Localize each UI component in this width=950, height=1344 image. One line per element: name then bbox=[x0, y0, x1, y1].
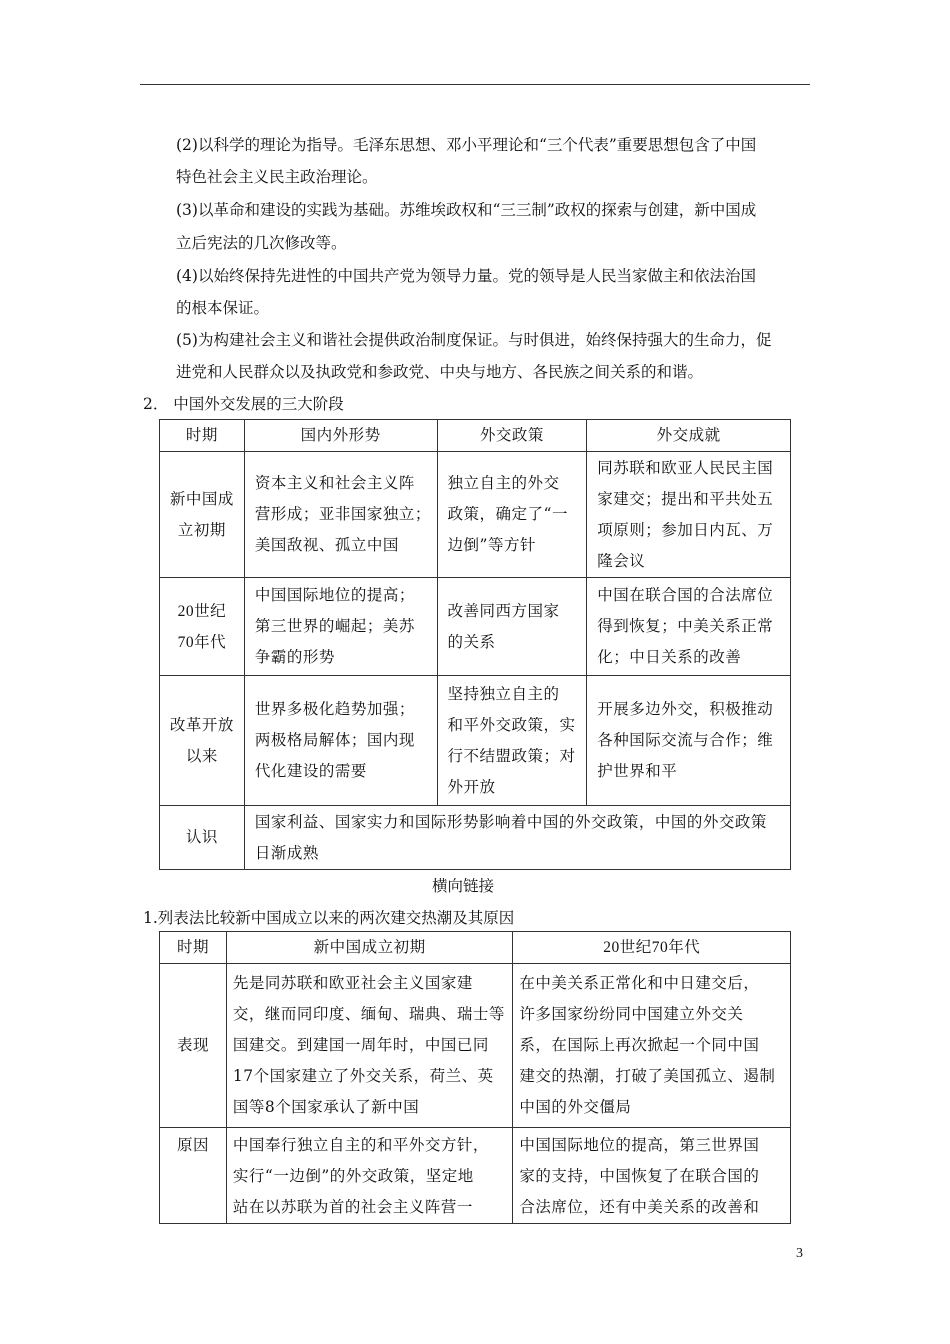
comparison-heading: 1.列表法比较新中国成立以来的两次建交热潮及其原因 bbox=[143, 909, 515, 927]
intro-line-6: 的根本保证。 bbox=[176, 299, 270, 317]
header-seventies: 20世纪70年代 bbox=[513, 932, 791, 964]
table-row bbox=[160, 1128, 791, 1224]
table-row bbox=[160, 452, 791, 578]
table-row bbox=[160, 964, 791, 1128]
achievement-cell: 开展多边外交，积极推动 各种国际交流与合作；维 护世界和平 bbox=[587, 676, 791, 806]
situation-cell: 世界多极化趋势加强； 两极格局解体；国内现 代化建设的需要 bbox=[244, 676, 437, 806]
horizontal-link-title: 横向链接 bbox=[432, 877, 495, 895]
table-header-row bbox=[160, 420, 791, 452]
page-number: 3 bbox=[796, 1246, 803, 1261]
intro-line-7: (5)为构建社会主义和谐社会提供政治制度保证。与时俱进，始终保持强大的生命力，促 bbox=[176, 331, 772, 349]
row-label: 表现 bbox=[160, 964, 227, 1128]
header-situation: 国内外形势 bbox=[244, 420, 437, 452]
header-policy: 外交政策 bbox=[437, 420, 587, 452]
row-label: 原因 bbox=[160, 1128, 227, 1224]
table-row bbox=[160, 578, 791, 676]
intro-line-1: (2)以科学的理论为指导。毛泽东思想、邓小平理论和“三个代表”重要思想包含了中国 bbox=[176, 136, 757, 154]
summary-text: 国家利益、国家实力和国际形势影响着中国的外交政策，中国的外交政策 日渐成熟 bbox=[244, 806, 790, 870]
header-period: 时期 bbox=[160, 932, 227, 964]
period-cell: 改革开放 以来 bbox=[160, 676, 245, 806]
period-cell: 20世纪 70年代 bbox=[160, 578, 245, 676]
header-period: 时期 bbox=[160, 420, 245, 452]
table-row bbox=[160, 676, 791, 806]
table-header-row bbox=[160, 932, 791, 964]
intro-line-2: 特色社会主义民主政治理论。 bbox=[176, 168, 378, 186]
policy-cell: 独立自主的外交 政策，确定了“一 边倒”等方针 bbox=[437, 452, 587, 578]
early-cell: 中国奉行独立自主的和平外交方针， 实行“一边倒”的外交政策，坚定地 站在以苏联为首的社会主义阵营一 bbox=[226, 1128, 513, 1224]
intro-line-8: 进党和人民群众以及执政党和参政党、中央与地方、各民族之间关系的和谐。 bbox=[176, 363, 704, 381]
diplomacy-stages-table bbox=[159, 419, 791, 870]
policy-cell: 改善同西方国家 的关系 bbox=[437, 578, 587, 676]
header-achievement: 外交成就 bbox=[587, 420, 791, 452]
intro-line-4: 立后宪法的几次修改等。 bbox=[176, 234, 347, 252]
header-early: 新中国成立初期 bbox=[226, 932, 513, 964]
intro-line-3: (3)以革命和建设的实践为基础。苏维埃政权和“三三制”政权的探索与创建，新中国成 bbox=[176, 201, 757, 219]
seventies-cell: 中国国际地位的提高，第三世界国 家的支持，中国恢复了在联合国的 合法席位，还有中美关系的改善和 bbox=[513, 1128, 791, 1224]
achievement-cell: 同苏联和欧亚人民民主国 家建交；提出和平共处五 项原则；参加日内瓦、万 隆会议 bbox=[587, 452, 791, 578]
section-2-heading: 2． 中国外交发展的三大阶段 bbox=[143, 395, 344, 413]
diplomatic-waves-table bbox=[159, 931, 791, 1224]
header-rule bbox=[140, 84, 810, 85]
intro-line-5: (4)以始终保持先进性的中国共产党为领导力量。党的领导是人民当家做主和依法治国 bbox=[176, 267, 756, 285]
situation-cell: 资本主义和社会主义阵 营形成；亚非国家独立； 美国敌视、孤立中国 bbox=[244, 452, 437, 578]
policy-cell: 坚持独立自主的 和平外交政策，实 行不结盟政策；对 外开放 bbox=[437, 676, 587, 806]
achievement-cell: 中国在联合国的合法席位 得到恢复；中美关系正常 化；中日关系的改善 bbox=[587, 578, 791, 676]
situation-cell: 中国国际地位的提高； 第三世界的崛起；美苏 争霸的形势 bbox=[244, 578, 437, 676]
summary-row bbox=[160, 806, 791, 870]
seventies-cell: 在中美关系正常化和中日建交后， 许多国家纷纷同中国建立外交关 系，在国际上再次掀起一个同中国 建交的热潮，打破了美国孤立、遏制 中国的外交僵局 bbox=[513, 964, 791, 1128]
period-cell: 新中国成 立初期 bbox=[160, 452, 245, 578]
summary-label: 认识 bbox=[160, 806, 245, 870]
early-cell: 先是同苏联和欧亚社会主义国家建 交，继而同印度、缅甸、瑞典、瑞士等 国建交。到建国一周年时，中国已同 17个国家建立了外交关系，荷兰、英 国等8个国家承认了新中国 bbox=[226, 964, 513, 1128]
